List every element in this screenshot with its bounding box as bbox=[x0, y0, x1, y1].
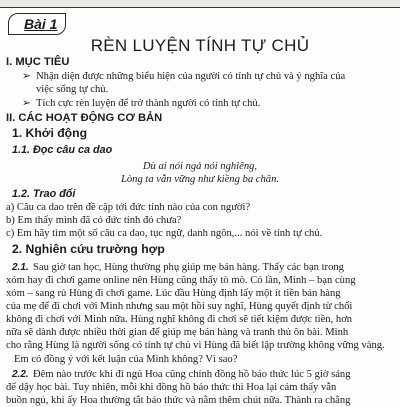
case-1-line: nữa sẽ dành được nhiều thời gian để giúp mẹ bán hàng và tranh thủ ôn bài. Minh bbox=[6, 327, 349, 338]
case-1-line: xóm hay đi chơi game online nên Hùng cũng thấy tò mò. Có lần, Minh – bạn cùng bbox=[6, 275, 356, 286]
objective-1-line-1: Nhận diện được những biểu hiện của người có tính tự chủ và ý nghĩa của bbox=[36, 71, 346, 82]
page-title: RÈN LUYỆN TÍNH TỰ CHỦ bbox=[90, 36, 310, 55]
question-b: b) Em thấy mình đã có đức tính đó chưa? bbox=[6, 215, 182, 226]
section-heading-objectives: I. MỤC TIÊU bbox=[6, 56, 70, 68]
bullet-arrow-icon: ➢ bbox=[22, 98, 31, 109]
poem-line-2: Lòng ta vẫn vững như kiềng ba chân. bbox=[120, 174, 280, 185]
part-heading-warmup: 1. Khởi động bbox=[12, 126, 88, 140]
case-2-number: 2.2. bbox=[12, 369, 29, 380]
subheading-discuss: 1.2. Trao đổi bbox=[12, 188, 76, 200]
objective-1-line-2: việc sống tự chủ. bbox=[36, 84, 109, 95]
case-2-line: buồn ngủ, khi ấy Hoa thường tắt báo thức và nằm thêm chút nữa. Thành ra chẳng bbox=[6, 395, 351, 406]
case-1-line: xóm – sang rủ Hùng đi chơi game. Lúc đầu Hùng định lấy một ít tiền bán hàng bbox=[6, 288, 341, 299]
case-1-question: Em có đồng ý với kết luận của Minh không? Vì sao? bbox=[14, 354, 238, 365]
case-1-line: cho rằng Hùng là người sống có tính tự chủ vì Hùng đã biết lập trường không vững vàng. bbox=[6, 340, 385, 351]
case-1-number: 2.1. bbox=[12, 262, 29, 273]
part-heading-case-study: 2. Nghiên cứu trường hợp bbox=[12, 242, 165, 256]
subheading-read-poem: 1.1. Đọc câu ca dao bbox=[12, 144, 113, 156]
case-1-line: Sau giờ tan học, Hùng thường phụ giúp mẹ bán hàng. Thấy các bạn trong bbox=[33, 262, 344, 273]
question-c: c) Em hãy tìm một số câu ca dao, tục ngữ, danh ngôn,... nói về tính tự chủ. bbox=[6, 228, 323, 239]
case-2-line: để dậy học bài. Tuy nhiên, mỗi khi đồng hồ báo thức thì Hoa lại cảm thấy vẫn bbox=[6, 382, 337, 393]
poem-line-1: Dù ai nói ngả nói nghiêng, bbox=[142, 161, 258, 172]
objective-2: Tích cực rèn luyện để trở thành người có tính tự chủ. bbox=[36, 98, 261, 109]
lesson-label: Bài 1 bbox=[24, 16, 58, 32]
bullet-arrow-icon: ➢ bbox=[22, 71, 31, 82]
question-a: a) Câu ca dao trên đề cập tới đức tính nào của con người? bbox=[6, 202, 251, 213]
case-1-line: không đi chơi với Minh nữa. Hùng nghĩ không đi chơi sẽ tiết kiệm được tiền, hơn bbox=[6, 314, 353, 325]
section-heading-activities: II. CÁC HOẠT ĐỘNG CƠ BẢN bbox=[6, 112, 163, 124]
case-2-line: Đêm nào trước khi đi ngủ Hoa cũng chỉnh đồng hồ báo thức lúc 5 giờ sáng bbox=[33, 369, 351, 380]
case-1-line: của mẹ để đi chơi với Minh nhưng sau một hồi suy nghĩ, Hùng quyết định từ chối bbox=[6, 301, 353, 312]
top-border-band bbox=[0, 0, 400, 8]
